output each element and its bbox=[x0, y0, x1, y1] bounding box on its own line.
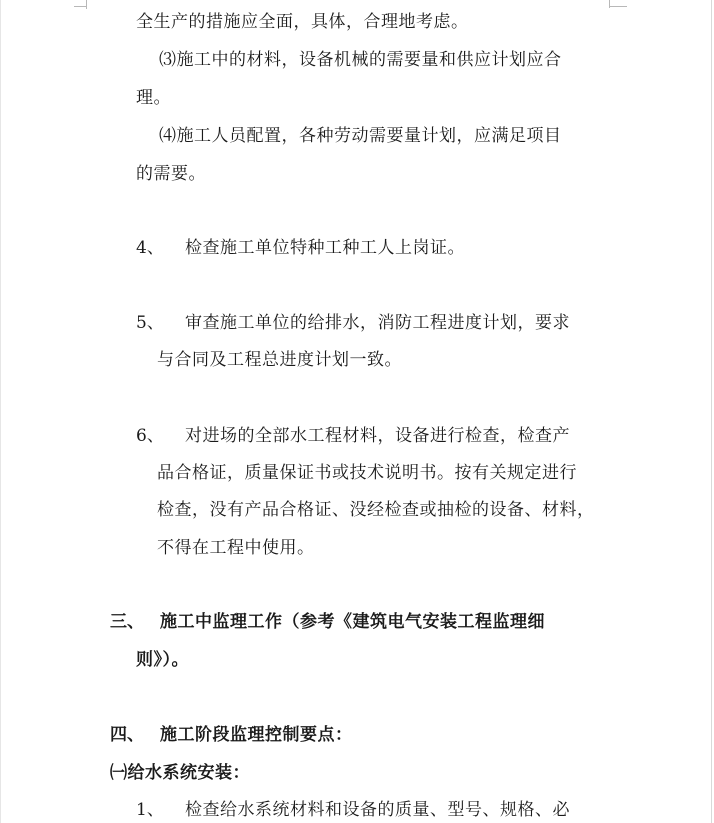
section-number: 三、 bbox=[110, 612, 144, 632]
list-item-text: 对进场的全部水工程材料，设备进行检查，检查产 bbox=[185, 426, 570, 446]
list-item-text: 检查施工单位特种工种工人上岗证。 bbox=[185, 238, 465, 258]
section-number: 四、 bbox=[110, 725, 144, 745]
paragraph-line: 的需要。 bbox=[136, 164, 206, 184]
paragraph-line: 理。 bbox=[136, 88, 171, 108]
paragraph-line: 全生产的措施应全面，具体，合理地考虑。 bbox=[136, 12, 469, 32]
list-item-number: 6、 bbox=[136, 426, 164, 446]
crop-mark-top-right-horizontal bbox=[609, 6, 627, 7]
paragraph-line: ⑶施工中的材料，设备机械的需要量和供应计划应合 bbox=[159, 50, 562, 70]
list-item-text: 审查施工单位的给排水，消防工程进度计划，要求 bbox=[185, 313, 570, 333]
crop-mark-top-left bbox=[86, 0, 87, 9]
list-item-text: 检查给水系统材料和设备的质量、型号、规格、必 bbox=[185, 800, 570, 820]
paragraph-line: ⑷施工人员配置，各种劳动需要量计划，应满足项目 bbox=[159, 126, 562, 146]
crop-mark-top-left-horizontal bbox=[74, 6, 87, 7]
list-item-number: 5、 bbox=[136, 313, 164, 333]
section-heading: 施工阶段监理控制要点： bbox=[160, 725, 353, 745]
section-heading: 施工中监理工作（参考《建筑电气安装工程监理细 bbox=[160, 612, 545, 632]
list-item-text: 检查，没有产品合格证、没经检查或抽检的设备、材料， bbox=[157, 500, 595, 520]
list-item-number: 1、 bbox=[136, 800, 164, 820]
section-heading: 则》）。 bbox=[136, 650, 189, 670]
page-edge-left bbox=[0, 0, 1, 823]
list-item-text: 品合格证，质量保证书或技术说明书。按有关规定进行 bbox=[157, 463, 577, 483]
list-item-text: 不得在工程中使用。 bbox=[157, 538, 315, 558]
list-item-text: 与合同及工程总进度计划一致。 bbox=[157, 350, 402, 370]
subsection-heading: ㈠给水系统安装： bbox=[110, 763, 250, 783]
page-edge-right bbox=[711, 0, 712, 823]
list-item-number: 4、 bbox=[136, 238, 164, 258]
